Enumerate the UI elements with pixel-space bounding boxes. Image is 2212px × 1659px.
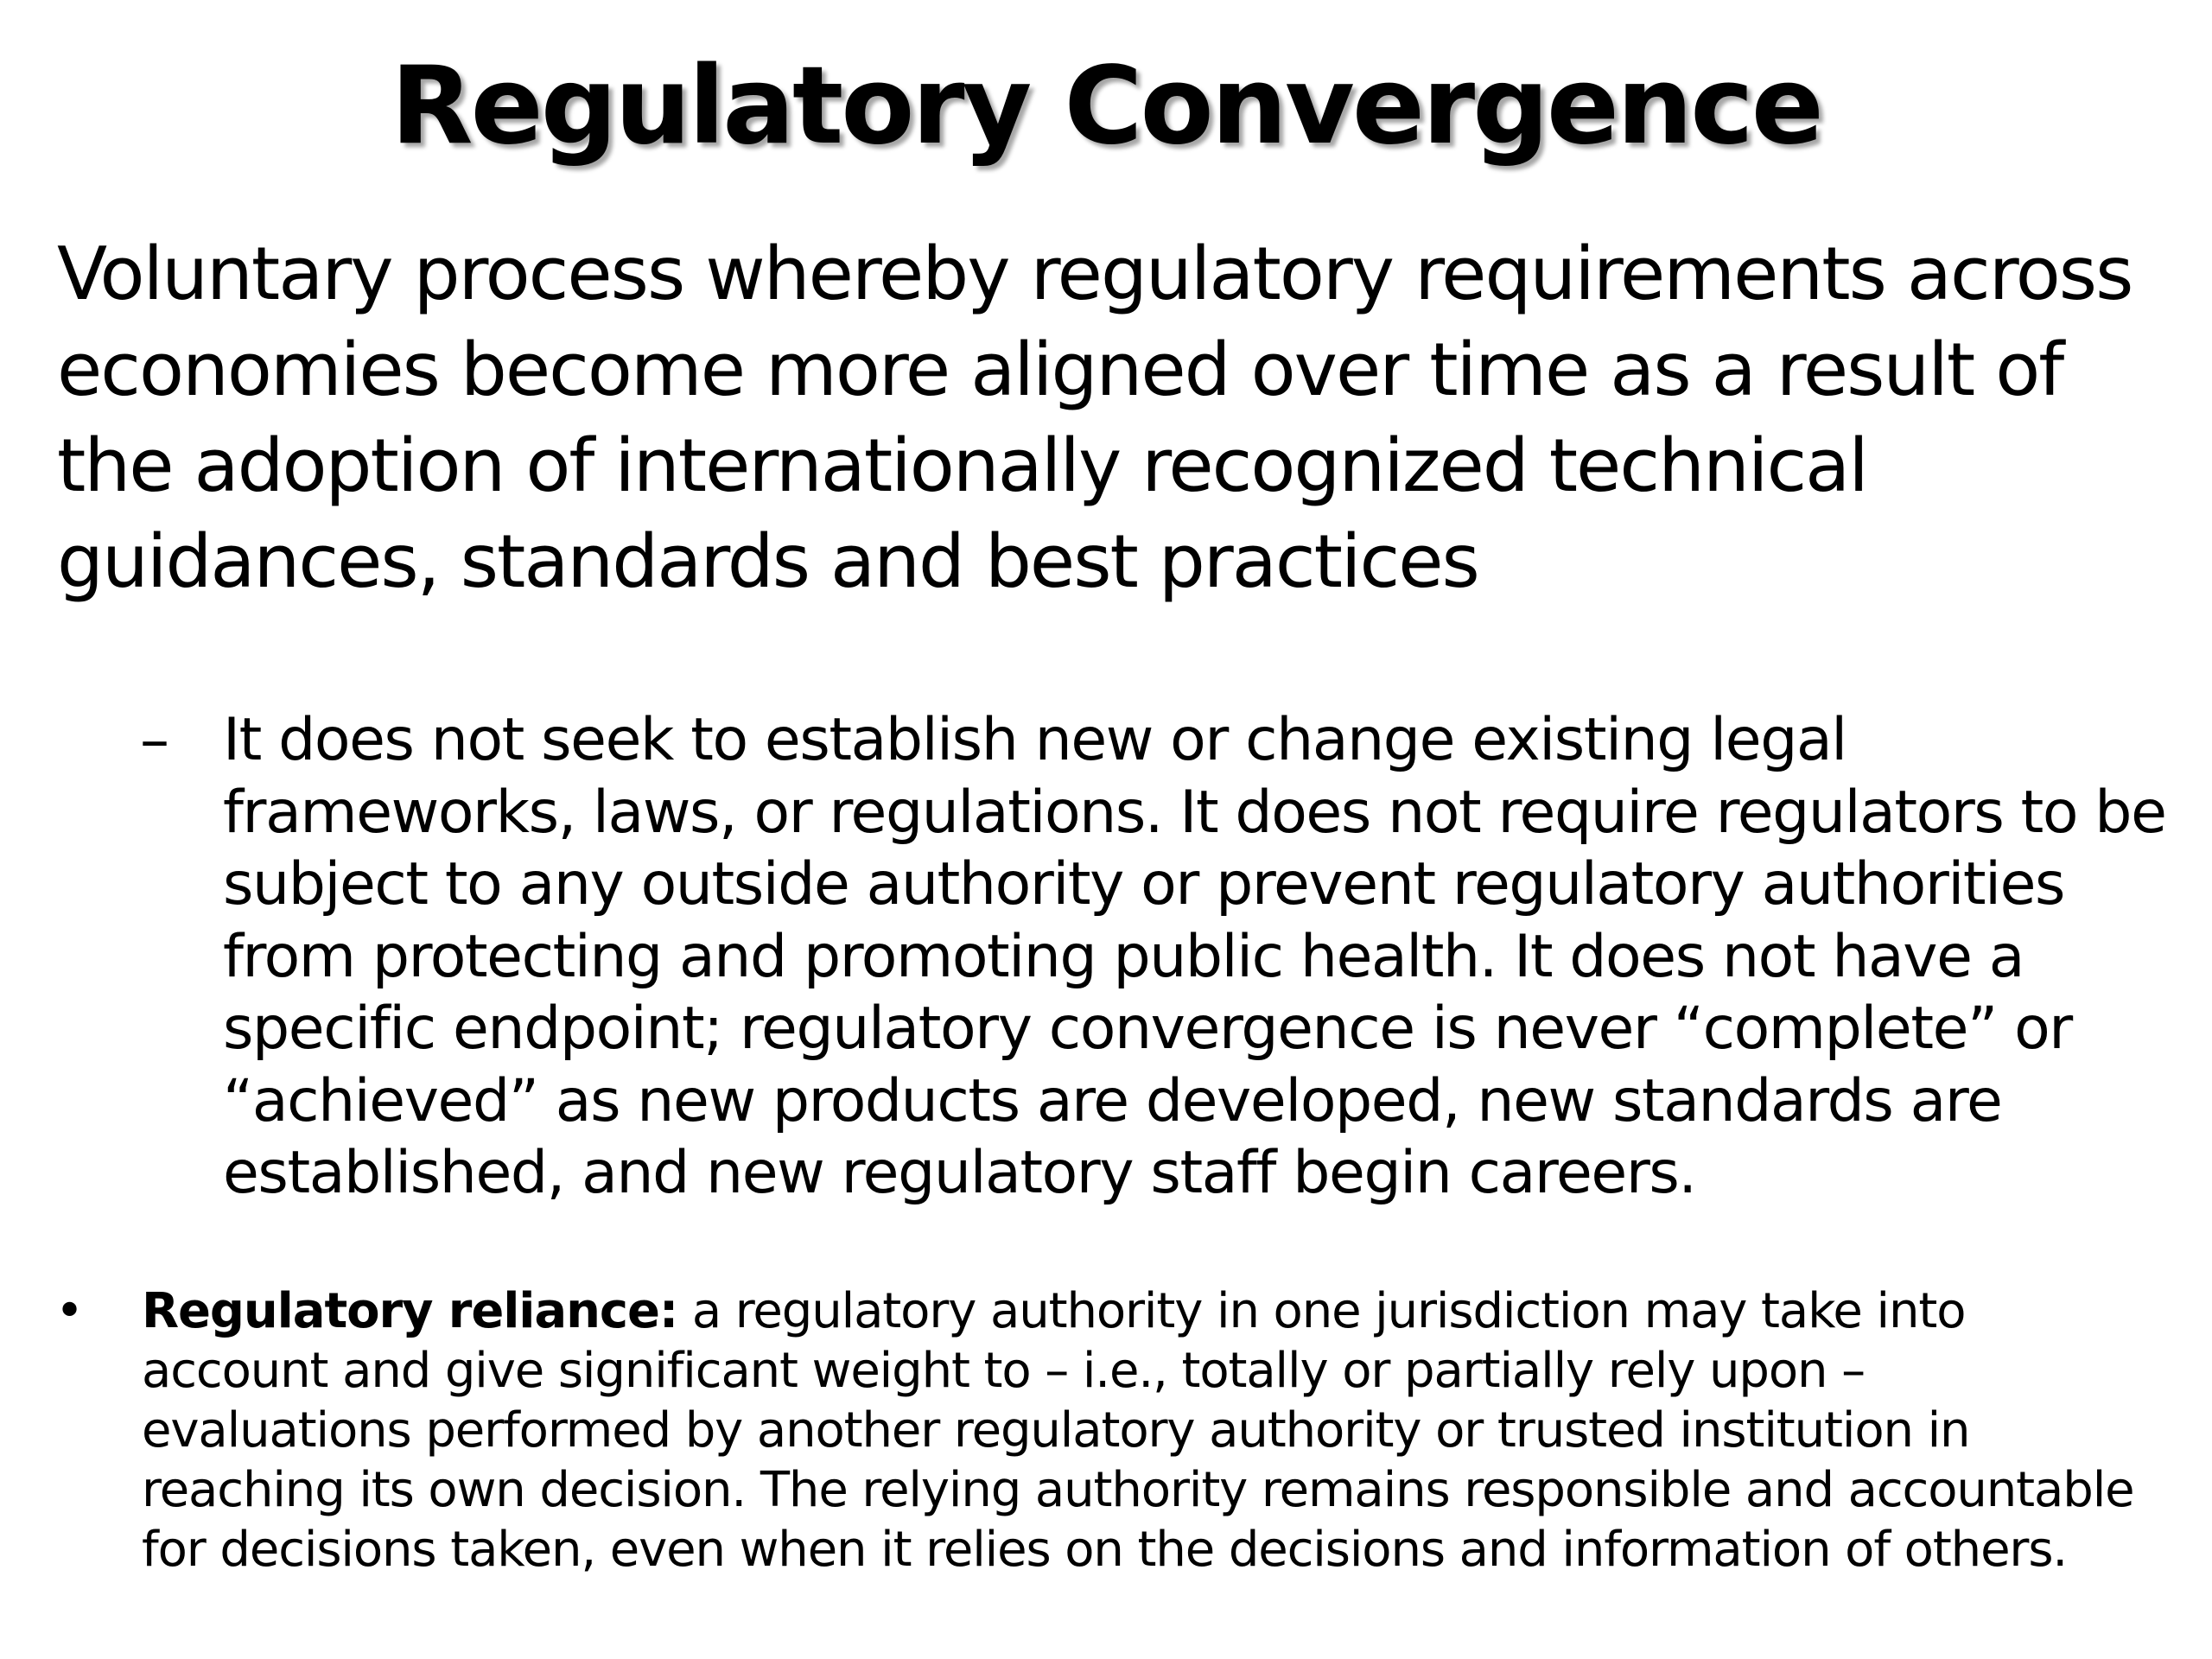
bullet-point <box>55 1281 2146 1580</box>
main-paragraph: Voluntary process whereby regulatory requirements across economies become more aligned over time as a result of the adoption of internationally recognized technical guidances, standards and best practices <box>57 232 2133 605</box>
sub-point-text: It does not seek to establish new or change existing legal frameworks, laws, or regulations. It does not require regulators to be subject to any outside authority or prevent regulatory authorities from protecting and promoting public health. It does not have a specific endpoint; regulatory convergence is never “complete” or “achieved” as new products are developed, new standards are established, and new regulatory staff begin careers. <box>223 706 2166 1207</box>
bullet-term: Regulatory reliance: <box>142 1283 678 1339</box>
bullet-marker: • <box>55 1283 83 1339</box>
dash-marker: – <box>140 706 168 774</box>
slide-title: Regulatory Convergence <box>391 44 1821 168</box>
sub-point <box>140 704 2179 1210</box>
bullet-point-body <box>142 1281 2146 1580</box>
bullet-point-text: a regulatory authority in one jurisdiction may take into account and give significant weight to – i.e., totally or partially rely upon – evaluations performed by another regulatory authority or trusted institution in reaching its own decision. The relying authority remains responsible and accountable for decisions taken, even when it relies on the decisions and information of others. <box>142 1283 2134 1578</box>
